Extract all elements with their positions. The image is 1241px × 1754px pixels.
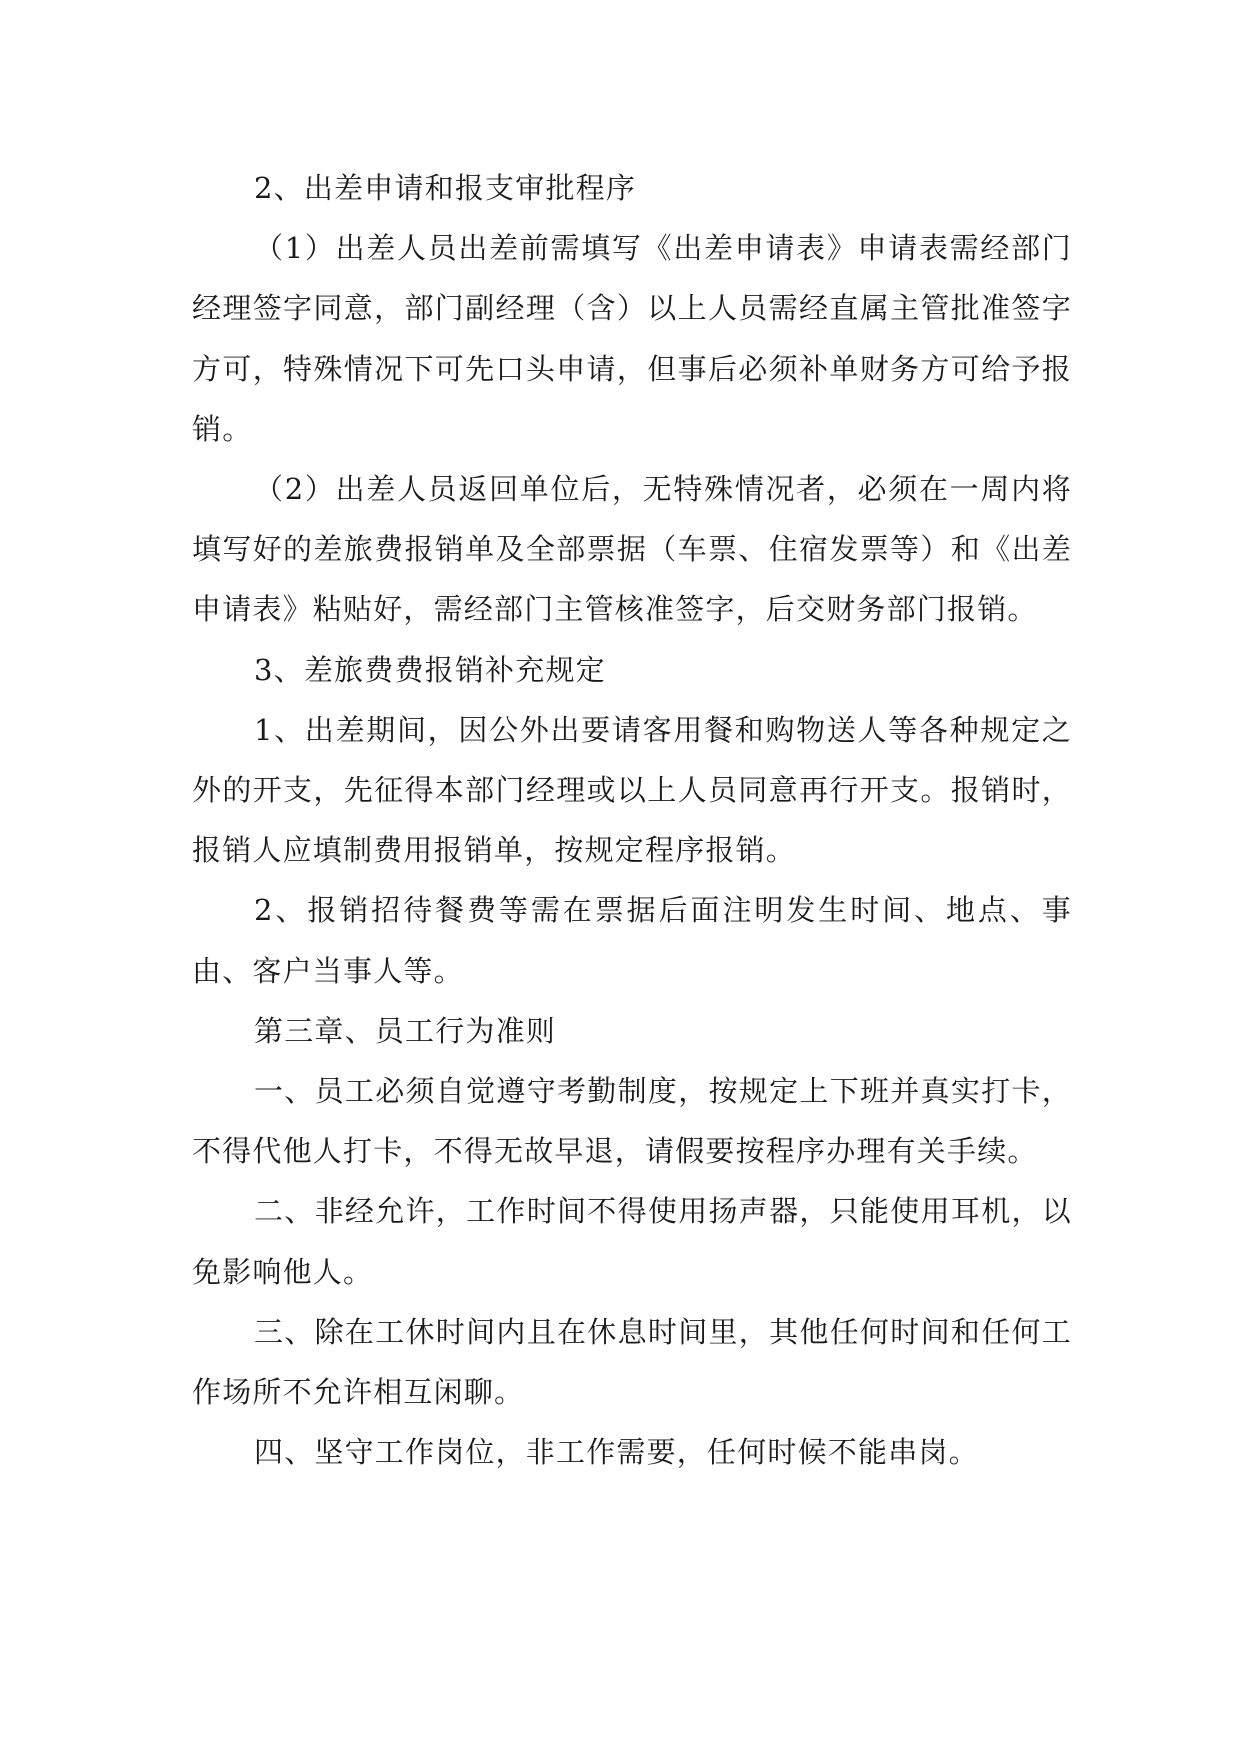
paragraph-speaker-rule: 二、非经允许，工作时间不得使用扬声器，只能使用耳机，以免影响他人。 bbox=[192, 1194, 1072, 1289]
paragraph-post-trip-reimbursement: （2）出差人员返回单位后，无特殊情况者，必须在一周内将填写好的差旅费报销单及全部票据（车票、住宿发票等）和《出差申请表》粘贴好，需经部门主管核准签字，后交财务部门报销。 bbox=[192, 472, 1072, 627]
chapter-heading: 第三章、员工行为准则 bbox=[254, 1013, 557, 1048]
paragraph-extra-expenses: 1、出差期间，因公外出要请客用餐和购物送人等各种规定之外的开支，先征得本部门经理或以上人员同意再行开支。报销时，报销人应填制费用报销单，按规定程序报销。 bbox=[192, 712, 1072, 868]
paragraph-supplementary-rules-heading: 3、差旅费费报销补充规定 bbox=[254, 652, 606, 687]
document-body bbox=[192, 158, 1072, 1482]
paragraph-travel-approval-heading: 2、出差申请和报支审批程序 bbox=[254, 171, 637, 205]
paragraph-entertainment-receipts: 2、报销招待餐费等需在票据后面注明发生时间、地点、事由、客户当事人等。 bbox=[192, 893, 1072, 988]
paragraph-chatting-rule: 三、除在工休时间内且在休息时间里，其他任何时间和任何工作场所不允许相互闲聊。 bbox=[192, 1314, 1072, 1410]
paragraph-attendance-rule: 一、员工必须自觉遵守考勤制度，按规定上下班并真实打卡，不得代他人打卡，不得无故早退，请假要按程序办理有关手续。 bbox=[192, 1074, 1072, 1169]
paragraph-pre-trip-application: （1）出差人员出差前需填写《出差申请表》申请表需经部门经理签字同意，部门副经理（含）以上人员需经直属主管批准签字方可，特殊情况下可先口头申请，但事后必须补单财务方可给予报销。 bbox=[192, 231, 1072, 446]
paragraph-post-rule: 四、坚守工作岗位，非工作需要，任何时候不能串岗。 bbox=[254, 1435, 979, 1470]
